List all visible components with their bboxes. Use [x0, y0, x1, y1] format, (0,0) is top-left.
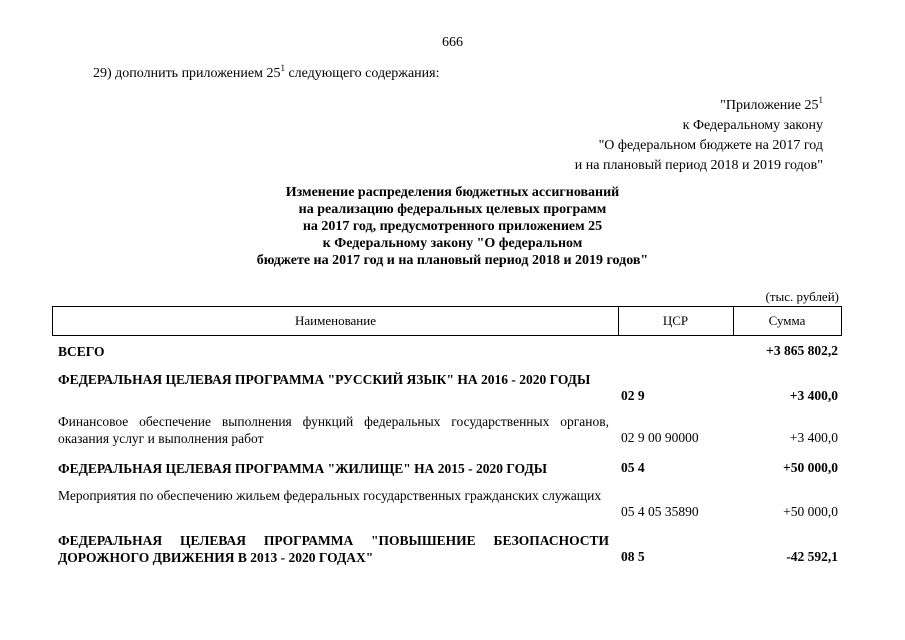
appendix-title: "Приложение 25	[720, 98, 819, 113]
table-header	[52, 306, 842, 336]
title-line: к Федеральному закону "О федеральном	[322, 236, 583, 251]
page-number: 666	[442, 35, 463, 50]
intro-suffix: следующего содержания:	[284, 66, 440, 81]
intro-prefix: 29) дополнить приложением 25	[93, 66, 281, 81]
header-sum: Сумма	[768, 313, 806, 328]
row-name: Финансовое обеспечение выполнения функций федеральных государственных органов, оказания услуг и выполнения работ	[58, 414, 609, 446]
appendix-header	[575, 96, 823, 176]
row-csr: 02 9	[621, 388, 645, 403]
appendix-line-3: "О федеральном бюджете на 2017 год	[598, 138, 823, 153]
appendix-line-1	[575, 96, 823, 116]
units-label: (тыс. рублей)	[765, 289, 839, 304]
title-line: на 2017 год, предусмотренного приложением 25	[302, 219, 603, 234]
row-sum: +50 000,0	[783, 460, 838, 475]
row-csr: 08 5	[621, 549, 645, 564]
title-line: бюджете на 2017 год и на плановый период 2018 и 2019 годов"	[256, 253, 649, 268]
row-sum: -42 592,1	[786, 549, 838, 564]
appendix-line-2: к Федеральному закону	[682, 118, 823, 133]
row-sum: +50 000,0	[783, 504, 838, 519]
appendix-superscript: 1	[818, 95, 823, 105]
row-csr: 05 4	[621, 460, 645, 475]
intro-superscript: 1	[280, 63, 285, 73]
row-name: ФЕДЕРАЛЬНАЯ ЦЕЛЕВАЯ ПРОГРАММА "ЖИЛИЩЕ" НА 2015 - 2020 ГОДЫ	[58, 461, 548, 476]
row-csr: 02 9 00 90000	[621, 430, 699, 445]
row-name: Мероприятия по обеспечению жильем федеральных государственных гражданских служащих	[58, 488, 602, 503]
row-sum: +3 400,0	[789, 430, 838, 445]
header-name: Наименование	[53, 307, 619, 335]
appendix-line-4: и на плановый период 2018 и 2019 годов"	[574, 158, 823, 173]
row-sum: +3 865 802,2	[766, 343, 838, 358]
row-name: ФЕДЕРАЛЬНАЯ ЦЕЛЕВАЯ ПРОГРАММА "РУССКИЙ ЯЗЫК" НА 2016 - 2020 ГОДЫ	[58, 372, 591, 387]
intro-paragraph	[93, 63, 440, 82]
title-line: на реализацию федеральных целевых программ	[298, 202, 607, 217]
document-title	[0, 184, 905, 269]
header-csr: ЦСР	[618, 307, 734, 335]
row-name: ФЕДЕРАЛЬНАЯ ЦЕЛЕВАЯ ПРОГРАММА "ПОВЫШЕНИЕ БЕЗОПАСНОСТИ ДОРОЖНОГО ДВИЖЕНИЯ В 2013 - 2020 ГОДАХ"	[58, 533, 609, 565]
row-sum: +3 400,0	[789, 388, 838, 403]
title-line: Изменение распределения бюджетных ассигнований	[285, 185, 620, 200]
row-csr: 05 4 05 35890	[621, 504, 699, 519]
row-name: ВСЕГО	[58, 344, 105, 359]
